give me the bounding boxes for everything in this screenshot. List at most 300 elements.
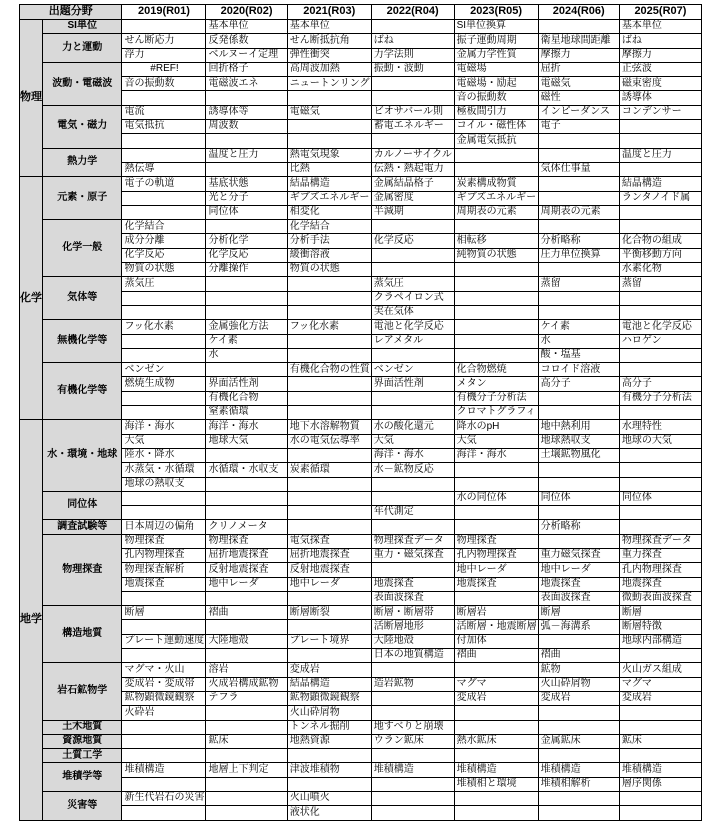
topic-cell bbox=[454, 220, 538, 234]
topic-cell bbox=[206, 305, 287, 319]
topic-cell: 正弦波 bbox=[619, 62, 701, 76]
topic-cell: 地球熱収支 bbox=[538, 434, 619, 448]
topic-cell: 堆積相解析 bbox=[538, 777, 619, 791]
table-row bbox=[20, 792, 702, 806]
table-row bbox=[20, 663, 702, 677]
topic-cell bbox=[206, 506, 287, 520]
section-label: 堆積学等 bbox=[43, 763, 122, 792]
topic-cell: 水－鉱物反応 bbox=[371, 463, 454, 477]
topic-cell: 相変化 bbox=[287, 205, 371, 219]
topic-cell: 付加体 bbox=[454, 634, 538, 648]
table-row bbox=[20, 463, 702, 477]
topic-cell: 音の振動数 bbox=[122, 77, 206, 91]
topic-cell bbox=[206, 720, 287, 734]
topic-cell: 高周波加熱 bbox=[287, 62, 371, 76]
topic-cell bbox=[538, 148, 619, 162]
topic-cell bbox=[454, 162, 538, 176]
topic-cell: せん断応力 bbox=[122, 34, 206, 48]
table-row bbox=[20, 305, 702, 319]
topic-cell: プレート運動速度 bbox=[122, 634, 206, 648]
topic-cell: ばね bbox=[619, 34, 701, 48]
section-label: 力と運動 bbox=[43, 34, 122, 63]
topic-cell bbox=[122, 806, 206, 820]
topic-cell bbox=[287, 391, 371, 405]
topic-cell: 酸・塩基 bbox=[538, 348, 619, 362]
topic-cell bbox=[619, 448, 701, 462]
topic-cell bbox=[371, 806, 454, 820]
topic-cell bbox=[122, 334, 206, 348]
section-label: 波動・電磁波 bbox=[43, 62, 122, 105]
topic-cell: 変成岩・変成帯 bbox=[122, 677, 206, 691]
year-column-header: 2021(R03) bbox=[287, 5, 371, 20]
topic-cell: 変成岩 bbox=[454, 691, 538, 705]
topic-cell: 大陸地殻 bbox=[206, 634, 287, 648]
topic-cell: プレート境界 bbox=[287, 634, 371, 648]
topic-cell: 微動表面波探査 bbox=[619, 591, 701, 605]
table-row bbox=[20, 48, 702, 62]
topic-cell bbox=[206, 162, 287, 176]
topic-cell: フッ化水素 bbox=[122, 320, 206, 334]
section-label: 物理探査 bbox=[43, 534, 122, 605]
topic-cell bbox=[538, 263, 619, 277]
topic-cell: 弧－海溝系 bbox=[538, 620, 619, 634]
topic-cell: 金属密度 bbox=[371, 191, 454, 205]
topic-cell bbox=[538, 220, 619, 234]
topic-cell bbox=[287, 334, 371, 348]
topic-cell: 火山ガス組成 bbox=[619, 663, 701, 677]
topic-cell bbox=[371, 792, 454, 806]
topic-cell bbox=[206, 277, 287, 291]
section-label: SI単位 bbox=[43, 20, 122, 34]
table-row bbox=[20, 191, 702, 205]
topic-cell bbox=[538, 706, 619, 720]
topic-cell: 地層上下判定 bbox=[206, 763, 287, 777]
topic-cell bbox=[206, 777, 287, 791]
topic-cell bbox=[619, 205, 701, 219]
topic-cell: 金属強化方法 bbox=[206, 320, 287, 334]
category-physics: 物理 bbox=[20, 20, 43, 177]
topic-cell: 断層・断層帯 bbox=[371, 606, 454, 620]
topic-cell bbox=[287, 777, 371, 791]
topic-cell: 変成岩 bbox=[619, 691, 701, 705]
topic-cell: 水循環・水収支 bbox=[206, 463, 287, 477]
topic-cell: 孔内物理探査 bbox=[619, 563, 701, 577]
topic-cell: 成分分離 bbox=[122, 234, 206, 248]
topic-cell bbox=[122, 348, 206, 362]
topic-cell bbox=[538, 806, 619, 820]
topic-cell: 断層 bbox=[538, 606, 619, 620]
topic-cell: 溶岩 bbox=[206, 663, 287, 677]
topic-cell bbox=[371, 134, 454, 148]
topic-cell: 電子の軌道 bbox=[122, 177, 206, 191]
topic-cell bbox=[287, 649, 371, 663]
topic-cell bbox=[538, 191, 619, 205]
topic-cell: 活断層地形 bbox=[371, 620, 454, 634]
topic-cell: 電磁場 bbox=[454, 62, 538, 76]
topic-cell: 水理特性 bbox=[619, 420, 701, 434]
year-column-header: 2022(R04) bbox=[371, 5, 454, 20]
topic-cell bbox=[454, 277, 538, 291]
topic-cell: 伝熱・熱起電力 bbox=[371, 162, 454, 176]
topic-cell: メタン bbox=[454, 377, 538, 391]
topic-cell: ばね bbox=[371, 34, 454, 48]
topic-cell bbox=[619, 706, 701, 720]
topic-cell: 電池と化学反応 bbox=[619, 320, 701, 334]
header-row bbox=[20, 5, 702, 20]
topic-cell: 反射地震探査 bbox=[206, 563, 287, 577]
topic-cell: 電流 bbox=[122, 105, 206, 119]
topic-cell: 電磁波エネ bbox=[206, 77, 287, 91]
table-row bbox=[20, 220, 702, 234]
topic-cell bbox=[206, 749, 287, 763]
topic-cell bbox=[371, 91, 454, 105]
topic-cell bbox=[206, 591, 287, 605]
table-row bbox=[20, 34, 702, 48]
table-row bbox=[20, 806, 702, 820]
table-row bbox=[20, 534, 702, 548]
topic-cell bbox=[371, 706, 454, 720]
table-row bbox=[20, 577, 702, 591]
topic-cell: 鉱物顕微鏡観察 bbox=[287, 691, 371, 705]
topic-cell bbox=[454, 477, 538, 491]
section-label: 資源地質 bbox=[43, 734, 122, 748]
topic-cell: 炭素循環 bbox=[287, 463, 371, 477]
section-label: 熱力学 bbox=[43, 148, 122, 177]
table-row bbox=[20, 348, 702, 362]
topic-cell: マグマ・火山 bbox=[122, 663, 206, 677]
topic-cell: 蓄電エネルギー bbox=[371, 120, 454, 134]
topic-cell: 火成岩構成鉱物 bbox=[206, 677, 287, 691]
topic-cell: ギブズエネルギー bbox=[454, 191, 538, 205]
topic-cell: 表面波探査 bbox=[538, 591, 619, 605]
section-label: 無機化学等 bbox=[43, 320, 122, 363]
topic-cell: 鉱床 bbox=[619, 734, 701, 748]
topic-cell bbox=[122, 649, 206, 663]
topic-cell bbox=[619, 506, 701, 520]
topic-cell bbox=[287, 348, 371, 362]
topic-cell bbox=[371, 749, 454, 763]
topic-cell bbox=[538, 477, 619, 491]
topic-cell: 屈折地震探査 bbox=[206, 548, 287, 562]
table-row bbox=[20, 377, 702, 391]
topic-cell bbox=[619, 348, 701, 362]
topic-cell: 衛星地球間距離 bbox=[538, 34, 619, 48]
topic-cell: ベンゼン bbox=[122, 363, 206, 377]
topic-cell bbox=[287, 406, 371, 420]
topic-cell: 誘導体等 bbox=[206, 105, 287, 119]
topic-cell bbox=[619, 134, 701, 148]
topic-cell bbox=[619, 406, 701, 420]
topic-cell bbox=[538, 291, 619, 305]
topic-cell bbox=[287, 591, 371, 605]
topic-cell bbox=[454, 148, 538, 162]
topic-cell: 圧力単位換算 bbox=[538, 248, 619, 262]
topic-cell bbox=[454, 663, 538, 677]
topic-cell bbox=[538, 20, 619, 34]
topic-cell bbox=[206, 620, 287, 634]
topic-cell: 化学反応 bbox=[371, 234, 454, 248]
topic-cell: 土壌鉱物風化 bbox=[538, 448, 619, 462]
topic-cell: 地下水溶解物質 bbox=[287, 420, 371, 434]
topic-cell bbox=[206, 448, 287, 462]
topic-cell: 磁束密度 bbox=[619, 77, 701, 91]
section-label: 岩石鉱物学 bbox=[43, 663, 122, 720]
topic-cell bbox=[619, 220, 701, 234]
topic-cell: ベンゼン bbox=[371, 363, 454, 377]
topic-cell: 蒸留 bbox=[538, 277, 619, 291]
section-label: 水・環境・地球 bbox=[43, 420, 122, 491]
topic-cell: 鉱物 bbox=[538, 663, 619, 677]
topic-cell bbox=[619, 520, 701, 534]
topic-cell: 実在気体 bbox=[371, 305, 454, 319]
topic-cell: 海洋・海水 bbox=[371, 448, 454, 462]
field-header: 出題分野 bbox=[20, 5, 122, 20]
topic-cell: 界面活性剤 bbox=[206, 377, 287, 391]
topic-cell: 大気 bbox=[454, 434, 538, 448]
section-label: 土質工学 bbox=[43, 749, 122, 763]
topic-cell bbox=[619, 720, 701, 734]
topic-cell: コイル・磁性体 bbox=[454, 120, 538, 134]
topic-cell bbox=[371, 20, 454, 34]
topic-cell: 地震探査 bbox=[619, 577, 701, 591]
category-chemistry: 化学 bbox=[20, 177, 43, 420]
table-row bbox=[20, 491, 702, 505]
topic-cell: 重力・磁気探査 bbox=[371, 548, 454, 562]
topic-cell: 堆積構造 bbox=[454, 763, 538, 777]
topic-cell: 水蒸気・水循環 bbox=[122, 463, 206, 477]
section-label: 気体等 bbox=[43, 277, 122, 320]
topic-cell: 海洋・海水 bbox=[122, 420, 206, 434]
topic-cell: 断層 bbox=[619, 606, 701, 620]
topic-cell: 反発係数 bbox=[206, 34, 287, 48]
topic-cell: マグマ bbox=[619, 677, 701, 691]
topic-cell: 水の酸化還元 bbox=[371, 420, 454, 434]
topic-cell bbox=[371, 77, 454, 91]
topic-cell bbox=[619, 792, 701, 806]
topic-cell: 誘導体 bbox=[619, 91, 701, 105]
topic-cell: 物理探査 bbox=[122, 534, 206, 548]
topic-cell bbox=[122, 591, 206, 605]
topic-cell: 音の振動数 bbox=[454, 91, 538, 105]
topic-cell: 地震探査 bbox=[538, 577, 619, 591]
table-row bbox=[20, 506, 702, 520]
topic-cell bbox=[122, 291, 206, 305]
topic-cell: 振子運動周期 bbox=[454, 34, 538, 48]
topic-cell: 水 bbox=[538, 334, 619, 348]
topic-cell: 電気探査 bbox=[287, 534, 371, 548]
topic-cell: 気体仕事量 bbox=[538, 162, 619, 176]
topic-cell: 電池と化学反応 bbox=[371, 320, 454, 334]
topic-cell: 変成岩 bbox=[287, 663, 371, 677]
topic-cell: 周波数 bbox=[206, 120, 287, 134]
table-row bbox=[20, 162, 702, 176]
topic-cell: コンデンサー bbox=[619, 105, 701, 119]
topic-cell bbox=[454, 348, 538, 362]
topic-cell: コロイド溶液 bbox=[538, 363, 619, 377]
topic-cell: 浮力 bbox=[122, 48, 206, 62]
topic-cell bbox=[454, 334, 538, 348]
topic-cell: 熱伝導 bbox=[122, 162, 206, 176]
section-label: 構造地質 bbox=[43, 606, 122, 663]
topic-cell: 断層 bbox=[122, 606, 206, 620]
topic-cell: カルノーサイクル bbox=[371, 148, 454, 162]
topic-cell: 重力探査 bbox=[619, 548, 701, 562]
topic-cell: 相転移 bbox=[454, 234, 538, 248]
topic-cell: 新生代岩石の災害 bbox=[122, 792, 206, 806]
year-column-header: 2023(R05) bbox=[454, 5, 538, 20]
table-row bbox=[20, 777, 702, 791]
topic-cell bbox=[122, 20, 206, 34]
topic-cell bbox=[122, 734, 206, 748]
topic-cell bbox=[454, 792, 538, 806]
table-row bbox=[20, 606, 702, 620]
topic-cell bbox=[122, 491, 206, 505]
table-row bbox=[20, 62, 702, 76]
topic-cell bbox=[371, 691, 454, 705]
topic-cell: 温度と圧力 bbox=[206, 148, 287, 162]
topic-cell: テフラ bbox=[206, 691, 287, 705]
topic-cell: 堆積構造 bbox=[122, 763, 206, 777]
topic-cell bbox=[538, 134, 619, 148]
topic-cell bbox=[371, 777, 454, 791]
topic-cell: 津波堆積物 bbox=[287, 763, 371, 777]
topic-cell bbox=[619, 291, 701, 305]
topic-cell: 力学法則 bbox=[371, 48, 454, 62]
category-geology: 地学 bbox=[20, 420, 43, 820]
topic-cell: 基本単位 bbox=[206, 20, 287, 34]
year-column-header: 2024(R06) bbox=[538, 5, 619, 20]
topic-cell: 地震探査 bbox=[454, 577, 538, 591]
topic-cell: 断層断裂 bbox=[287, 606, 371, 620]
topic-cell: 日本周辺の偏角 bbox=[122, 520, 206, 534]
section-label: 有機化学等 bbox=[43, 363, 122, 420]
table-row bbox=[20, 548, 702, 562]
topic-cell bbox=[454, 320, 538, 334]
topic-cell: 年代測定 bbox=[371, 506, 454, 520]
topic-cell bbox=[454, 520, 538, 534]
topic-cell: 火山砕屑物 bbox=[538, 677, 619, 691]
topic-cell bbox=[619, 305, 701, 319]
topic-cell: 地中レーダ bbox=[206, 577, 287, 591]
table-row bbox=[20, 406, 702, 420]
topic-cell bbox=[619, 120, 701, 134]
topic-cell: 分析略称 bbox=[538, 520, 619, 534]
topic-cell: 断層特徴 bbox=[619, 620, 701, 634]
topic-cell: 電子 bbox=[538, 120, 619, 134]
topic-cell: 褶曲 bbox=[538, 649, 619, 663]
topic-cell bbox=[287, 749, 371, 763]
topic-cell: 孔内物理探査 bbox=[454, 548, 538, 562]
table-row bbox=[20, 391, 702, 405]
topic-cell bbox=[619, 363, 701, 377]
table-row bbox=[20, 291, 702, 305]
topic-cell: 地中レーダ bbox=[538, 563, 619, 577]
topic-cell: #REF! bbox=[122, 62, 206, 76]
topic-cell: 有機分子分析法 bbox=[454, 391, 538, 405]
topic-cell: 鉱物顕微鏡観察 bbox=[122, 691, 206, 705]
topic-cell: 有機分子分析法 bbox=[619, 391, 701, 405]
topic-cell: 有機化合物 bbox=[206, 391, 287, 405]
topic-cell: 周期表の元素 bbox=[454, 205, 538, 219]
topic-cell: 地球内部構造 bbox=[619, 634, 701, 648]
topic-cell: 電気抵抗 bbox=[122, 120, 206, 134]
topic-cell bbox=[454, 720, 538, 734]
table-row bbox=[20, 234, 702, 248]
topic-cell: 日本の地質構造 bbox=[371, 649, 454, 663]
topic-cell bbox=[122, 720, 206, 734]
topic-cell bbox=[287, 620, 371, 634]
topic-cell: 地球大気 bbox=[206, 434, 287, 448]
topic-cell: 鉱床 bbox=[206, 734, 287, 748]
topic-cell: 堆積相と環境 bbox=[454, 777, 538, 791]
topic-cell: 堆積構造 bbox=[538, 763, 619, 777]
topic-cell bbox=[371, 406, 454, 420]
topic-cell bbox=[371, 491, 454, 505]
table-row bbox=[20, 649, 702, 663]
topic-cell: 表面波探査 bbox=[371, 591, 454, 605]
topic-cell: 物質の状態 bbox=[287, 263, 371, 277]
topic-cell: 地震探査 bbox=[371, 577, 454, 591]
section-label: 元素・原子 bbox=[43, 177, 122, 220]
table-row bbox=[20, 420, 702, 434]
table-row bbox=[20, 734, 702, 748]
table-row bbox=[20, 334, 702, 348]
topic-cell bbox=[454, 506, 538, 520]
table-row bbox=[20, 634, 702, 648]
table-row bbox=[20, 720, 702, 734]
topic-cell: 褶曲 bbox=[454, 649, 538, 663]
topic-cell: 金属鉱床 bbox=[538, 734, 619, 748]
topic-cell: 半減期 bbox=[371, 205, 454, 219]
table-row bbox=[20, 263, 702, 277]
topic-cell: 窒素循環 bbox=[206, 406, 287, 420]
topic-cell: 断層岩 bbox=[454, 606, 538, 620]
topic-cell bbox=[371, 348, 454, 362]
topic-cell: 炭素構成物質 bbox=[454, 177, 538, 191]
topic-cell: 大気 bbox=[122, 434, 206, 448]
topic-cell: 同位体 bbox=[206, 205, 287, 219]
topic-cell bbox=[122, 134, 206, 148]
table-row bbox=[20, 277, 702, 291]
topic-cell bbox=[122, 506, 206, 520]
topic-cell: 同位体 bbox=[619, 491, 701, 505]
topic-cell bbox=[206, 706, 287, 720]
table-row bbox=[20, 434, 702, 448]
topic-cell: 地中レーダ bbox=[454, 563, 538, 577]
table-row bbox=[20, 205, 702, 219]
topic-cell bbox=[206, 363, 287, 377]
topic-cell: 分析略称 bbox=[538, 234, 619, 248]
topic-cell: 造岩鉱物 bbox=[371, 677, 454, 691]
table-row bbox=[20, 749, 702, 763]
topic-cell bbox=[287, 520, 371, 534]
topic-cell: 分析化学 bbox=[206, 234, 287, 248]
topic-cell: クロマトグラフィ bbox=[454, 406, 538, 420]
topic-cell bbox=[371, 391, 454, 405]
topic-cell bbox=[538, 534, 619, 548]
topic-cell: 活断層・地震断層 bbox=[454, 620, 538, 634]
topic-cell: 物理探査 bbox=[206, 534, 287, 548]
topic-cell bbox=[538, 506, 619, 520]
topic-cell: 屈折地震探査 bbox=[287, 548, 371, 562]
topic-cell: 同位体 bbox=[538, 491, 619, 505]
topic-cell bbox=[371, 263, 454, 277]
topic-cell: 金属力学性質 bbox=[454, 48, 538, 62]
topic-cell: 振動・波動 bbox=[371, 62, 454, 76]
topic-cell: 蒸気圧 bbox=[371, 277, 454, 291]
topic-cell: 磁性 bbox=[538, 91, 619, 105]
table-row bbox=[20, 77, 702, 91]
